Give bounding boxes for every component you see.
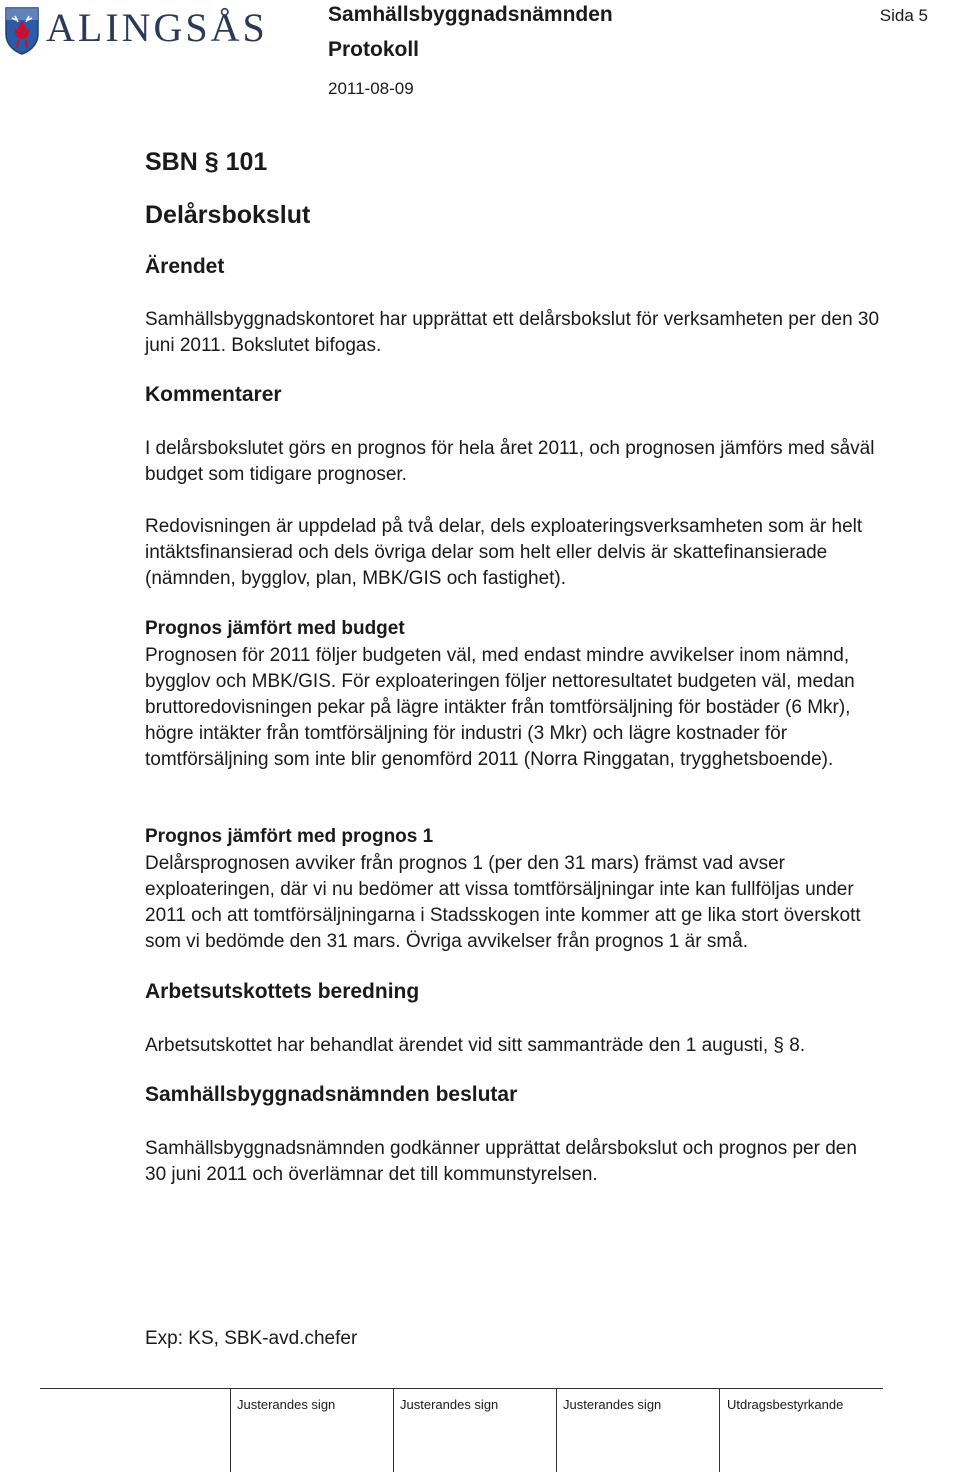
case-title: Delårsbokslut	[145, 201, 311, 229]
sign-label-1: Justerandes sign	[237, 1397, 336, 1412]
coat-of-arms-icon	[4, 6, 40, 56]
committee-name: Samhällsbyggnadsnämnden	[328, 3, 613, 26]
section-heading-arendet: Ärendet	[145, 255, 225, 278]
meeting-date: 2011-08-09	[328, 79, 414, 98]
extract-label: Utdragsbestyrkande	[727, 1397, 844, 1412]
sign-box-3	[556, 1388, 557, 1472]
kommentarer-paragraph-2: Redovisningen är uppdelad på två delar, dels exploateringsverksamheten som är helt intäktsfinansierad och dels övriga delar som helt eller delvis är skattefinansierade (nämnden, bygglov, plan, MBK/GIS och fastighet).	[145, 516, 863, 589]
footer-divider	[40, 1388, 883, 1389]
au-paragraph: Arbetsutskottet har behandlat ärendet vid sitt sammanträde den 1 augusti, § 8.	[145, 1035, 806, 1056]
section-heading-beslut: Samhällsbyggnadsnämnden beslutar	[145, 1083, 518, 1106]
extract-box	[719, 1388, 720, 1472]
sign-label-2: Justerandes sign	[400, 1397, 499, 1412]
document-type: Protokoll	[328, 38, 420, 61]
case-number: SBN § 101	[145, 148, 268, 176]
section-heading-kommentarer: Kommentarer	[145, 383, 282, 406]
subheading-prognos: Prognos jämfört med prognos 1	[145, 826, 434, 847]
kommentarer-paragraph-1: I delårsbokslutet görs en prognos för hela året 2011, och prognosen jämförs med såväl budget som tidigare prognoser.	[145, 438, 875, 485]
arendet-paragraph: Samhällsbyggnadskontoret har upprättat ett delårsbokslut för verksamheten per den 30 juni 2011. Bokslutet bifogas.	[145, 309, 880, 356]
expedition-line: Exp: KS, SBK-avd.chefer	[145, 1328, 358, 1349]
page-number: Sida 5	[879, 6, 928, 25]
budget-paragraph: Prognosen för 2011 följer budgeten väl, med endast mindre avvikelser inom nämnd, bygglov och MBK/GIS. För exploateringen följer nettoresultatet budgeten väl, medan bruttoredovisningen pekar på lägre intäkter från tomtförsäljning för bostäder (6 Mkr), högre intäkter från tomtförsäljning för industri (3 Mkr) och lägre kostnader för tomtförsäljning som inte blir genomförd 2011 (Norra Ringgatan, trygghetsboende).	[145, 645, 855, 770]
sign-label-3: Justerandes sign	[563, 1397, 662, 1412]
prognos-paragraph: Delårsprognosen avviker från prognos 1 (per den 31 mars) främst vad avser exploateringen, där vi nu bedömer att vissa tomtförsäljningar inte kan fullföljas under 2011 och att tomtförsäljningarna i Stadsskogen inte kommer att ge lika stort överskott som vi bedömde den 31 mars. Övriga avvikelser från prognos 1 är små.	[145, 853, 861, 952]
sign-box-2	[393, 1388, 394, 1472]
beslut-paragraph: Samhällsbyggnadsnämnden godkänner upprättat delårsbokslut och prognos per den 30 juni 2011 och överlämnar det till kommunstyrelsen.	[145, 1138, 857, 1185]
subheading-budget: Prognos jämfört med budget	[145, 618, 405, 639]
sign-box-1	[230, 1388, 231, 1472]
municipality-logo	[0, 0, 268, 70]
brand-wordmark: ALINGSÅS	[46, 5, 268, 50]
section-heading-au: Arbetsutskottets beredning	[145, 980, 420, 1003]
